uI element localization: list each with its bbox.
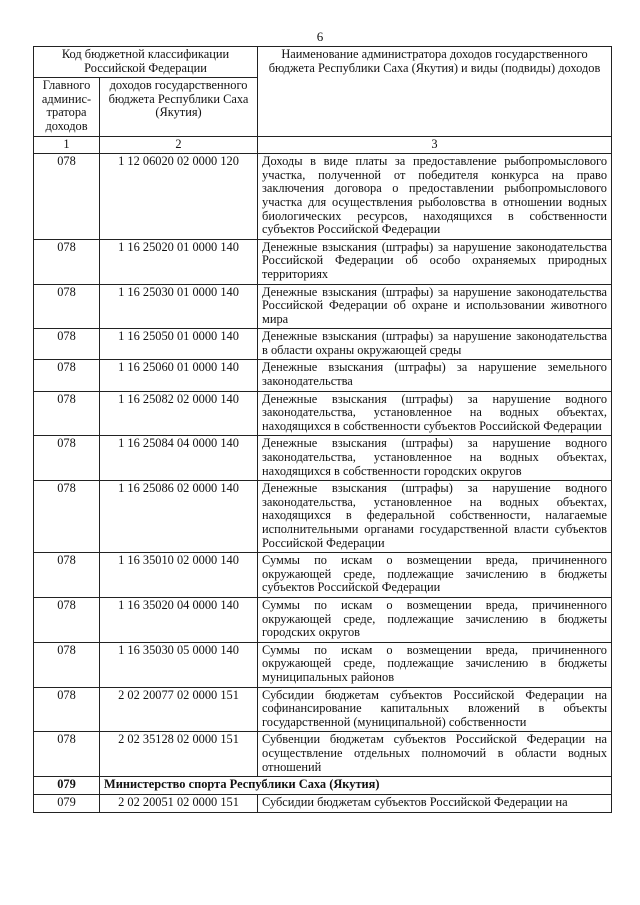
row-admin: 078 xyxy=(34,154,100,240)
row-code: 1 16 25084 04 0000 140 xyxy=(100,436,258,481)
row-name: Денежные взыскания (штрафы) за нарушение законодательства в области охраны окружающей среды xyxy=(258,329,612,360)
row-code: 1 16 35020 04 0000 140 xyxy=(100,597,258,642)
row-admin: 078 xyxy=(34,597,100,642)
row-admin: 078 xyxy=(34,239,100,284)
table-row-partial xyxy=(34,794,612,812)
budget-classification-table xyxy=(33,46,612,813)
section-admin: 079 xyxy=(34,777,100,795)
row-name: Денежные взыскания (штрафы) за нарушение водного законодательства, установленное на водных объектах, находящихся в федеральной собственности, налагаемые исполнительными органами государственной власти субъектов Российской Федерации xyxy=(258,481,612,553)
row-admin: 078 xyxy=(34,436,100,481)
row-name: Денежные взыскания (штрафы) за нарушение земельного законодательства xyxy=(258,360,612,391)
row-code: 1 16 35030 05 0000 140 xyxy=(100,642,258,687)
table-row xyxy=(34,391,612,436)
table-row xyxy=(34,284,612,329)
row-admin: 078 xyxy=(34,481,100,553)
row-admin: 078 xyxy=(34,284,100,329)
row-name xyxy=(258,794,612,812)
table-row xyxy=(34,329,612,360)
table-row xyxy=(34,687,612,732)
row-code: 2 02 20077 02 0000 151 xyxy=(100,687,258,732)
header-col2-label: доходов государственного бюджета Республики Саха (Якутия) xyxy=(100,78,258,136)
row-code: 1 16 25060 01 0000 140 xyxy=(100,360,258,391)
row-admin: 078 xyxy=(34,391,100,436)
table-row xyxy=(34,154,612,240)
table-row xyxy=(34,436,612,481)
header-group-label: Код бюджетной классификации Российской Федерации xyxy=(34,47,258,78)
row-code: 1 16 25082 02 0000 140 xyxy=(100,391,258,436)
row-code: 1 16 25030 01 0000 140 xyxy=(100,284,258,329)
row-code: 1 16 25020 01 0000 140 xyxy=(100,239,258,284)
header-row-numbers xyxy=(34,136,612,154)
table-row xyxy=(34,239,612,284)
table-row xyxy=(34,481,612,553)
row-code: 1 16 25086 02 0000 140 xyxy=(100,481,258,553)
section-row xyxy=(34,777,612,795)
row-code: 1 16 35010 02 0000 140 xyxy=(100,553,258,598)
header-num-2: 2 xyxy=(100,136,258,154)
section-title: Министерство спорта Республики Саха (Якутия) xyxy=(100,777,612,795)
row-admin: 078 xyxy=(34,642,100,687)
row-name: Субвенции бюджетам субъектов Российской Федерации на осуществление отдельных полномочий в области водных отношений xyxy=(258,732,612,777)
row-name: Суммы по искам о возмещении вреда, причиненного окружающей среде, подлежащие зачислению в бюджеты городских округов xyxy=(258,597,612,642)
header-num-3: 3 xyxy=(258,136,612,154)
row-name: Денежные взыскания (штрафы) за нарушение законодательства Российской Федерации об особо охраняемых природных территориях xyxy=(258,239,612,284)
row-code: 1 12 06020 02 0000 120 xyxy=(100,154,258,240)
row-code: 2 02 35128 02 0000 151 xyxy=(100,732,258,777)
header-row-group xyxy=(34,47,612,78)
page-number: 6 xyxy=(316,29,324,44)
table-row xyxy=(34,360,612,391)
header-num-1: 1 xyxy=(34,136,100,154)
row-name: Денежные взыскания (штрафы) за нарушение водного законодательства, установленное на водных объектах, находящихся в собственности субъектов Российской Федерации xyxy=(258,391,612,436)
row-name-text: Субсидии бюджетам субъектов Российской Федерации на xyxy=(262,795,568,809)
row-name: Доходы в виде платы за предоставление рыбопромыслового участка, полученной от победителя конкурса на право заключения договора о предоставлении рыбопромыслового участка для осуществления рыболовства в отношении водных биологических ресурсов, находящихся в собственности субъектов Российской Федерации xyxy=(258,154,612,240)
table-row xyxy=(34,597,612,642)
header-col3-label: Наименование администратора доходов государственного бюджета Республики Саха (Якутия) и виды (подвиды) доходов xyxy=(258,47,612,137)
row-name: Субсидии бюджетам субъектов Российской Федерации на софинансирование капитальных вложений в объекты государственной (муниципальной) собственности xyxy=(258,687,612,732)
row-name: Суммы по искам о возмещении вреда, причиненного окружающей среде, подлежащие зачислению в бюджеты субъектов Российской Федерации xyxy=(258,553,612,598)
row-name: Денежные взыскания (штрафы) за нарушение законодательства Российской Федерации об охране и использовании животного мира xyxy=(258,284,612,329)
row-code: 1 16 25050 01 0000 140 xyxy=(100,329,258,360)
table-row xyxy=(34,732,612,777)
row-name: Денежные взыскания (штрафы) за нарушение водного законодательства, установленное на водных объектах, находящихся в собственности городских округов xyxy=(258,436,612,481)
row-name: Суммы по искам о возмещении вреда, причиненного окружающей среде, подлежащие зачислению в бюджеты муниципальных районов xyxy=(258,642,612,687)
table-body xyxy=(34,154,612,777)
header-col1-label: Главного админис-тратора доходов xyxy=(34,78,100,136)
row-admin: 079 xyxy=(34,794,100,812)
row-admin: 078 xyxy=(34,687,100,732)
row-admin: 078 xyxy=(34,553,100,598)
row-code: 2 02 20051 02 0000 151 xyxy=(100,794,258,812)
row-admin: 078 xyxy=(34,329,100,360)
table-row xyxy=(34,642,612,687)
table-row xyxy=(34,553,612,598)
row-admin: 078 xyxy=(34,732,100,777)
row-admin: 078 xyxy=(34,360,100,391)
